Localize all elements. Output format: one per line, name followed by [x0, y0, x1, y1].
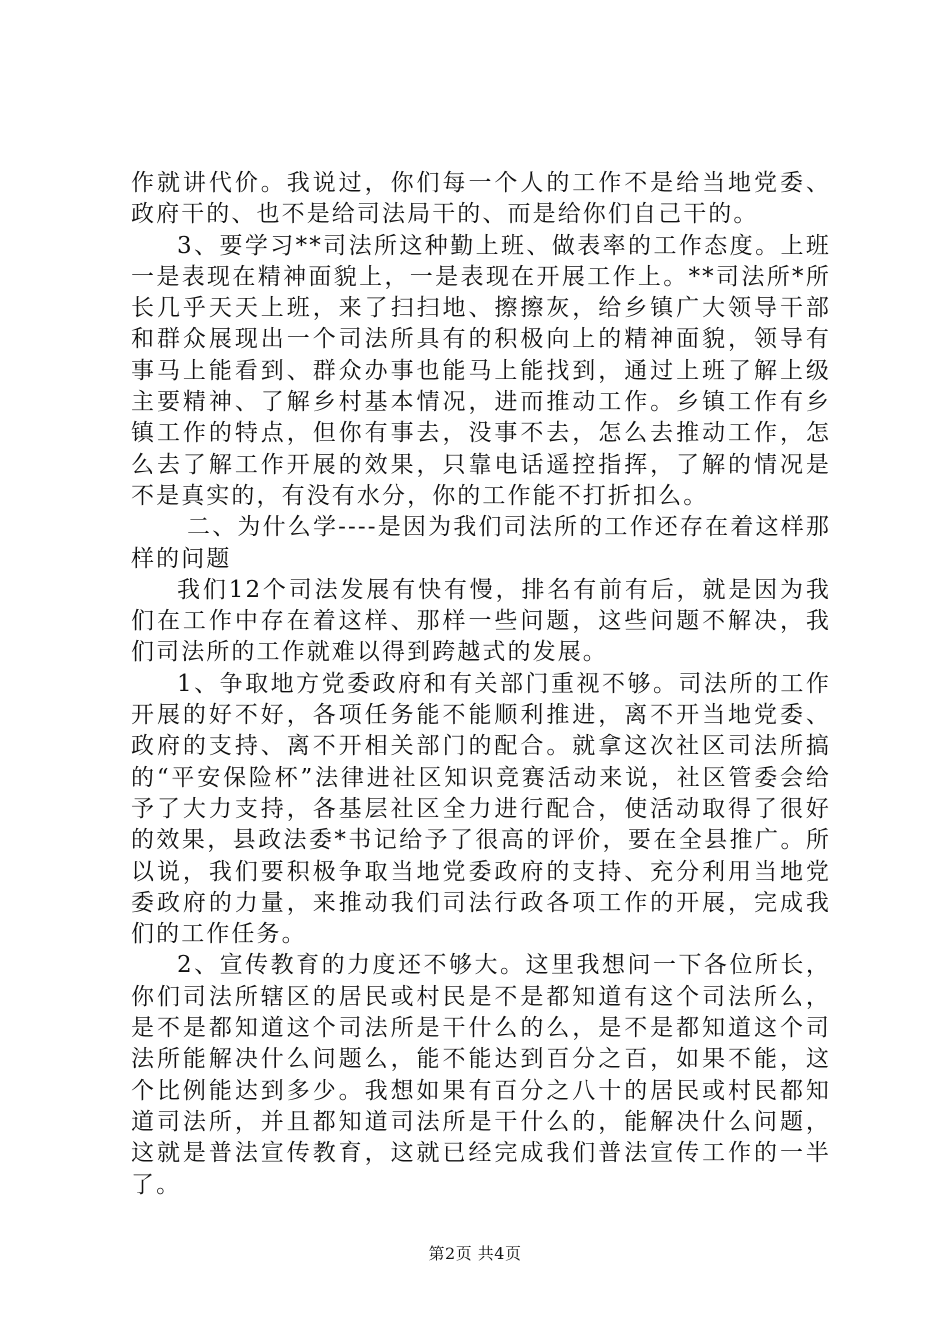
paragraph-point-3: 3、要学习**司法所这种勤上班、做表率的工作态度。上班一是表现在精神面貌上，一是表现在开展工作上。**司法所*所长几乎天天上班，来了扫扫地、擦擦灰，给乡镇广大领导干部和群众展现出一个司法所具有的积极向上的精神面貌，领导有事马上能看到、群众办事也能马上能找到，通过上班了解上级主要精神、了解乡村基本情况，进而推动工作。乡镇工作有乡镇工作的特点，但你有事去，没事不去，怎么去推动工作，怎么去了解工作开展的效果，只靠电话遥控指挥，了解的情况是不是真实的，有没有水分，你的工作能不打折扣么。	[131, 232, 831, 509]
paragraph-continuation: 作就讲代价。我说过，你们每一个人的工作不是给当地党委、政府干的、也不是给司法局干的、而是给你们自己干的。	[131, 170, 831, 228]
paragraph-intro: 我们12个司法发展有快有慢，排名有前有后，就是因为我们在工作中存在着这样、那样一些问题，这些问题不解决，我们司法所的工作就难以得到跨越式的发展。	[131, 576, 831, 666]
page-number-footer: 第2页 共4页	[428, 1244, 522, 1263]
paragraph-point-1: 1、争取地方党委政府和有关部门重视不够。司法所的工作开展的好不好，各项任务能不能顺利推进，离不开当地党委、政府的支持、离不开相关部门的配合。就拿这次社区司法所搞的“平安保险杯”法律进社区知识竞赛活动来说，社区管委会给予了大力支持，各基层社区全力进行配合，使活动取得了很好的效果，县政法委*书记给予了很高的评价，要在全县推广。所以说，我们要积极争取当地党委政府的支持、充分利用当地党委政府的力量，来推动我们司法行政各项工作的开展，完成我们的工作任务。	[131, 670, 831, 948]
document-body	[131, 168, 831, 1201]
section-heading-2: 二、为什么学----是因为我们司法所的工作还存在着这样那样的问题	[131, 514, 831, 572]
paragraph-point-2: 2、宣传教育的力度还不够大。这里我想问一下各位所长，你们司法所辖区的居民或村民是不是都知道有这个司法所么，是不是都知道这个司法所是干什么的么，是不是都知道这个司法所能解决什么问题么，能不能达到百分之百，如果不能，这个比例能达到多少。我想如果有百分之八十的居民或村民都知道司法所，并且都知道司法所是干什么的，能解决什么问题，这就是普法宣传教育，这就已经完成我们普法宣传工作的一半了。	[131, 952, 831, 1198]
